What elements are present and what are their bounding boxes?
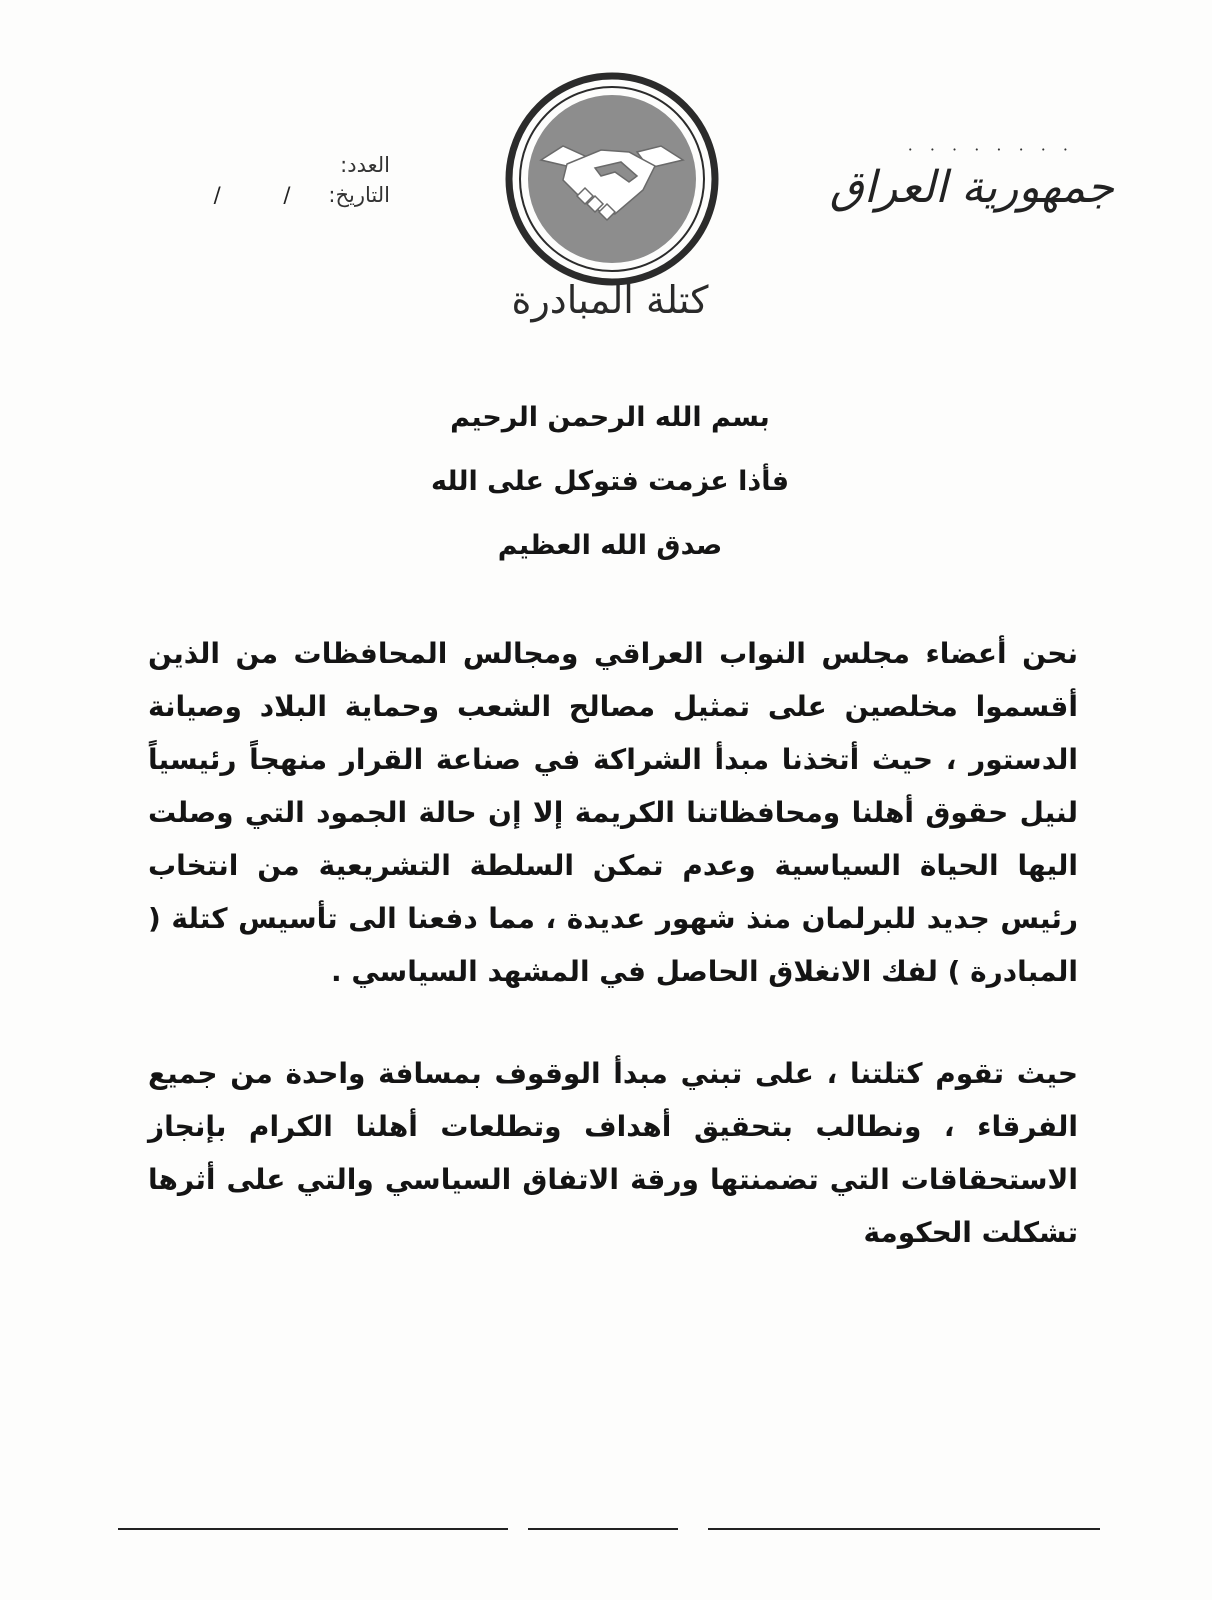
reference-block [213, 150, 390, 210]
body-paragraph-2: حيث تقوم كتلتنا ، على تبني مبدأ الوقوف بمسافة واحدة من جميع الفرقاء ، ونطالب بتحقيق أهداف وتطلعات أهلنا الكرام بإنجاز الاستحقاقات التي تضمنتها ورقة الاتفاق السياسي والتي على أثرها تشكلت الحكومة [148, 1057, 1078, 1249]
bloc-name: كتلة المبادرة [511, 278, 709, 322]
footer-line-left [118, 1528, 508, 1530]
country-calligraphy [824, 140, 1114, 228]
date-row [213, 180, 390, 210]
verse-closing: صدق الله العظيم [497, 530, 723, 561]
country-name: جمهورية العراق [829, 162, 1114, 213]
calligraphy-ornament: · · · · · · · · [907, 140, 1074, 159]
body-paragraph-1: نحن أعضاء مجلس النواب العراقي ومجالس المحافظات من الذين أقسموا مخلصين على تمثيل مصالح الشعب وحماية البلاد وصيانة الدستور ، حيث أتخذنا مبدأ الشراكة في صناعة القرار منهجاً رئيسياً لنيل حقوق أهلنا ومحافظاتنا الكريمة إلا إن حالة الجمود التي وصلت اليها الحياة السياسية وعدم تمكن السلطة التشريعية من انتخاب رئيس جديد للبرلمان منذ شهور عديدة ، مما دفعنا الى تأسيس كتلة ( المبادرة ) لفك الانغلاق الحاصل في المشهد السياسي . [148, 637, 1078, 988]
basmala: بسم الله الرحمن الرحيم [450, 402, 770, 433]
number-label: العدد: [340, 153, 390, 177]
date-value: / / [213, 183, 319, 207]
quran-verse: فأذا عزمت فتوكل على الله [430, 466, 790, 497]
date-label: التاريخ: [328, 183, 390, 207]
footer-line-right [708, 1528, 1100, 1530]
footer-line-middle [528, 1528, 678, 1530]
bloc-logo [505, 72, 719, 286]
